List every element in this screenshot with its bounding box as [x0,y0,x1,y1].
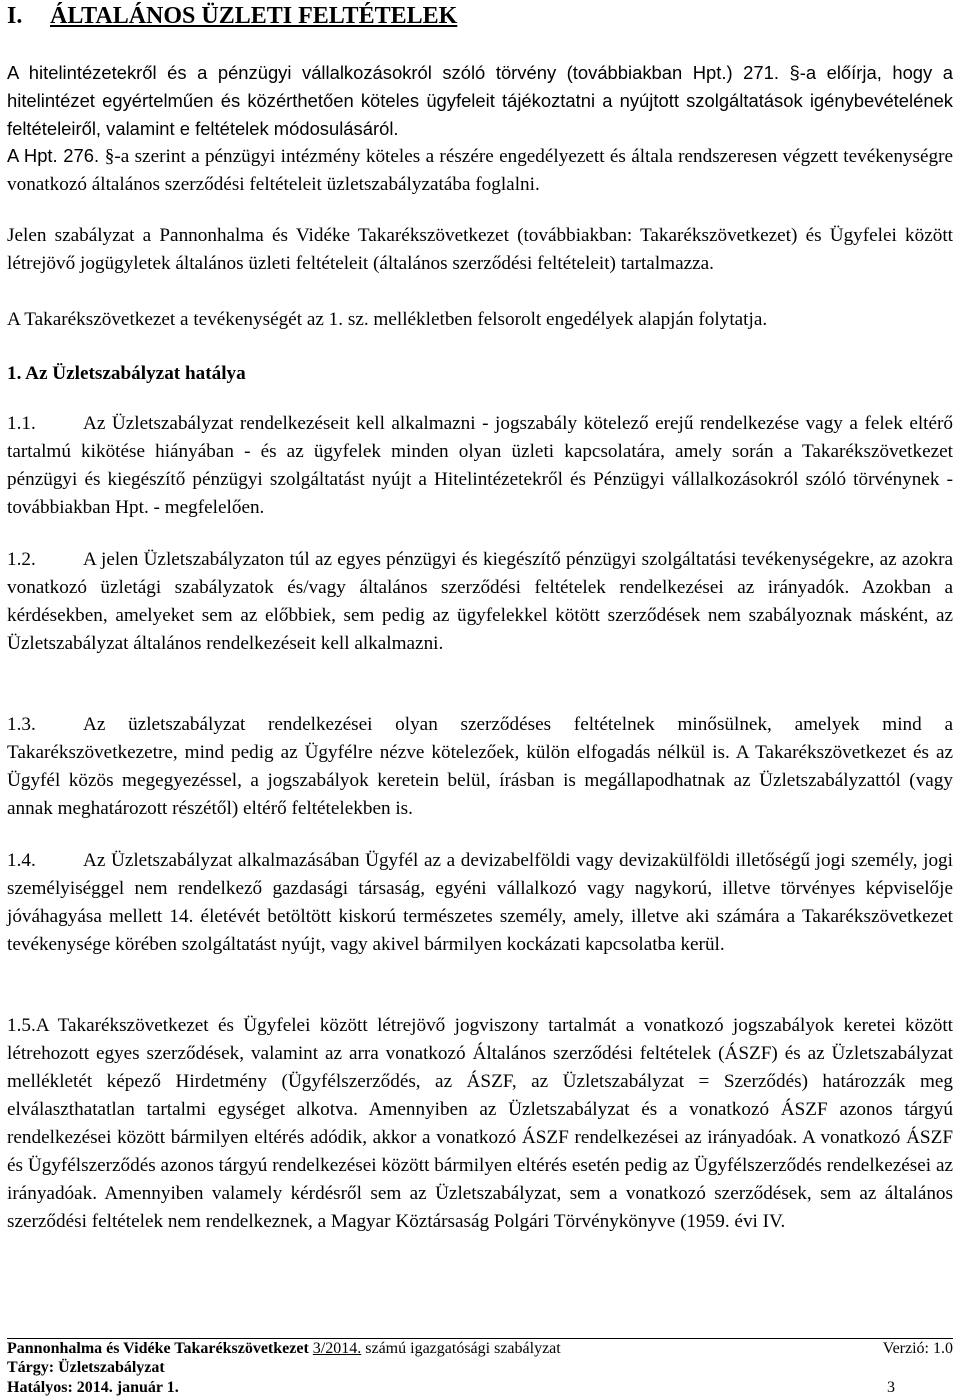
footer-org: Pannonhalma és Vidéke Takarékszövetkezet [7,1340,309,1357]
clause-number: 1.4. [7,850,36,871]
section-title: 1. Az Üzletszabályzat hatálya [7,363,246,384]
clause-text: Az Üzletszabályzat alkalmazásában Ügyfél az a devizabelföldi vagy devizakülföldi illetőségű jogi személy, jogi személyiséggel nem rendelkező gazdasági társaság, egyéni vállalkozó vagy nagykorú, illetve törvényes képviselője jóváhagyása mellett 14. életévét betöltött kiskorú természetes személy, amely, illetve aki számára a Takarékszövetkezet tevékenysége körében szolgáltatást nyújt, vagy akivel bármilyen kockázati kapcsolatba kerül. [7,850,953,955]
clause-number: 1.3. [7,714,36,735]
page-number: 3 [887,1379,895,1396]
clause-1-5 [7,1012,953,1236]
intro-paragraph-2-lead: A Hpt. 276. [7,145,105,166]
footer-decision-text: számú igazgatósági szabályzat [361,1340,561,1357]
footer-effective-date: Hatályos: 2014. január 1. [7,1379,179,1396]
clause-number: 1.1. [7,413,36,434]
footer-version: Verzió: 1.0 [882,1340,953,1357]
clause-text: Az Üzletszabályzat rendelkezéseit kell alkalmazni - jogszabály kötelező erejű rendelkezése vagy a felek eltérő tartalmú kikötése hiányában - és az ügyfelek minden olyan üzleti kapcsolatára, amely során a Takarékszövetkezet pénzügyi és kiegészítő pénzügyi szolgáltatást nyújt a Hitelintézetekről és Pénzügyi vállalkozásokról szóló törvénynek - továbbiakban Hpt. - megfelelően. [7,413,953,518]
intro-paragraph-3: Jelen szabályzat a Pannonhalma és Vidéke Takarékszövetkezet (továbbiakban: Takarékszövetkezet) és Ügyfelei között létrejövő jogügyletek általános üzleti feltételeit (általános szerződési feltételeit) tartalmazza. [7,225,953,274]
clause-number: 1.2. [7,549,36,570]
chapter-number: I. [7,3,23,29]
footer-decision [7,1339,561,1359]
clause-1-3 [7,711,953,823]
chapter-title: ÁLTALÁNOS ÜZLETI FELTÉTELEK [50,3,458,29]
clause-1-1 [7,410,953,522]
clause-1-4 [7,847,953,959]
intro-paragraph-1: A hitelintézetekről és a pénzügyi vállalkozásokról szóló törvény (továbbiakban Hpt.) 271. §-a előírja, hogy a hitelintézet egyértelműen és közérthetően köteles ügyfeleit tájékoztatni a nyújtott szolgáltatások igénybevételének feltételeiről, valamint e feltételek módosulásáról. [7,62,953,139]
clause-text: A jelen Üzletszabályzaton túl az egyes pénzügyi és kiegészítő pénzügyi szolgáltatási tevékenységekre, az azokra vonatkozó üzletági szabályzatok és/vagy általános szerződési feltételek rendelkezései az irányadók. Azokban a kérdésekben, amelyeket sem az előbbiek, sem pedig az ügyfelekkel kötött szerződések nem szabályoznak másként, az Üzletszabályzat általános rendelkezéseit kell alkalmazni. [7,549,953,654]
intro-paragraph-2-body: §-a szerint a pénzügyi intézmény köteles a részére engedélyezett és általa rendszeresen végzett tevékenységre vonatkozó általános szerződési feltételeit üzletszabályzatába foglalni. [7,146,953,195]
footer-subject: Tárgy: Üzletszabályzat [7,1359,165,1376]
footer-decision-number: 3/2014. [312,1340,362,1357]
intro-paragraph-2 [7,142,953,199]
clause-text: A Takarékszövetkezet és Ügyfelei között létrejövő jogviszony tartalmát a vonatkozó jogszabályok keretei között létrehozott egyes szerződések, valamint az arra vonatkozó Általános szerződési feltételek (ÁSZF) és az Üzletszabályzat mellékletét képező Hirdetmény (Ügyfélszerződés, az ÁSZF, az Üzletszabályzat = Szerződés) határozzák meg elválaszthatatlan tartalmi egységet alkotva. Amennyiben az Üzletszabályzat és a vonatkozó ÁSZF azonos tárgyú rendelkezései között bármilyen eltérés adódik, akkor a vonatkozó ÁSZF rendelkezései az irányadóak. A vonatkozó ÁSZF és Ügyfélszerződés azonos tárgyú rendelkezései között bármilyen eltérés esetén pedig az Ügyfélszerződés rendelkezései az irányadóak. Amennyiben valamely kérdésről sem az Üzletszabályzat, sem a vonatkozó szerződések, sem az általános szerződési feltételek nem rendelkeznek, a Magyar Köztársaság Polgári Törvénykönyve (1959. évi IV. [7,1015,953,1232]
clause-number: 1.5. [7,1015,36,1036]
intro-paragraph-4: A Takarékszövetkezet a tevékenységét az 1. sz. mellékletben felsorolt engedélyek alapján folytatja. [7,309,768,330]
clause-1-2 [7,546,953,658]
clause-text: Az üzletszabályzat rendelkezései olyan szerződéses feltételnek minősülnek, amelyek mind a Takarékszövetkezetre, mind pedig az Ügyfélre nézve kötelezőek, külön elfogadás nélkül is. A Takarékszövetkezet és az Ügyfél közös megegyezéssel, a jogszabályok keretein belül, írásban is megállapodhatnak az Üzletszabályzattól (vagy annak meghatározott részétől) eltérő feltételekben is. [7,714,953,819]
